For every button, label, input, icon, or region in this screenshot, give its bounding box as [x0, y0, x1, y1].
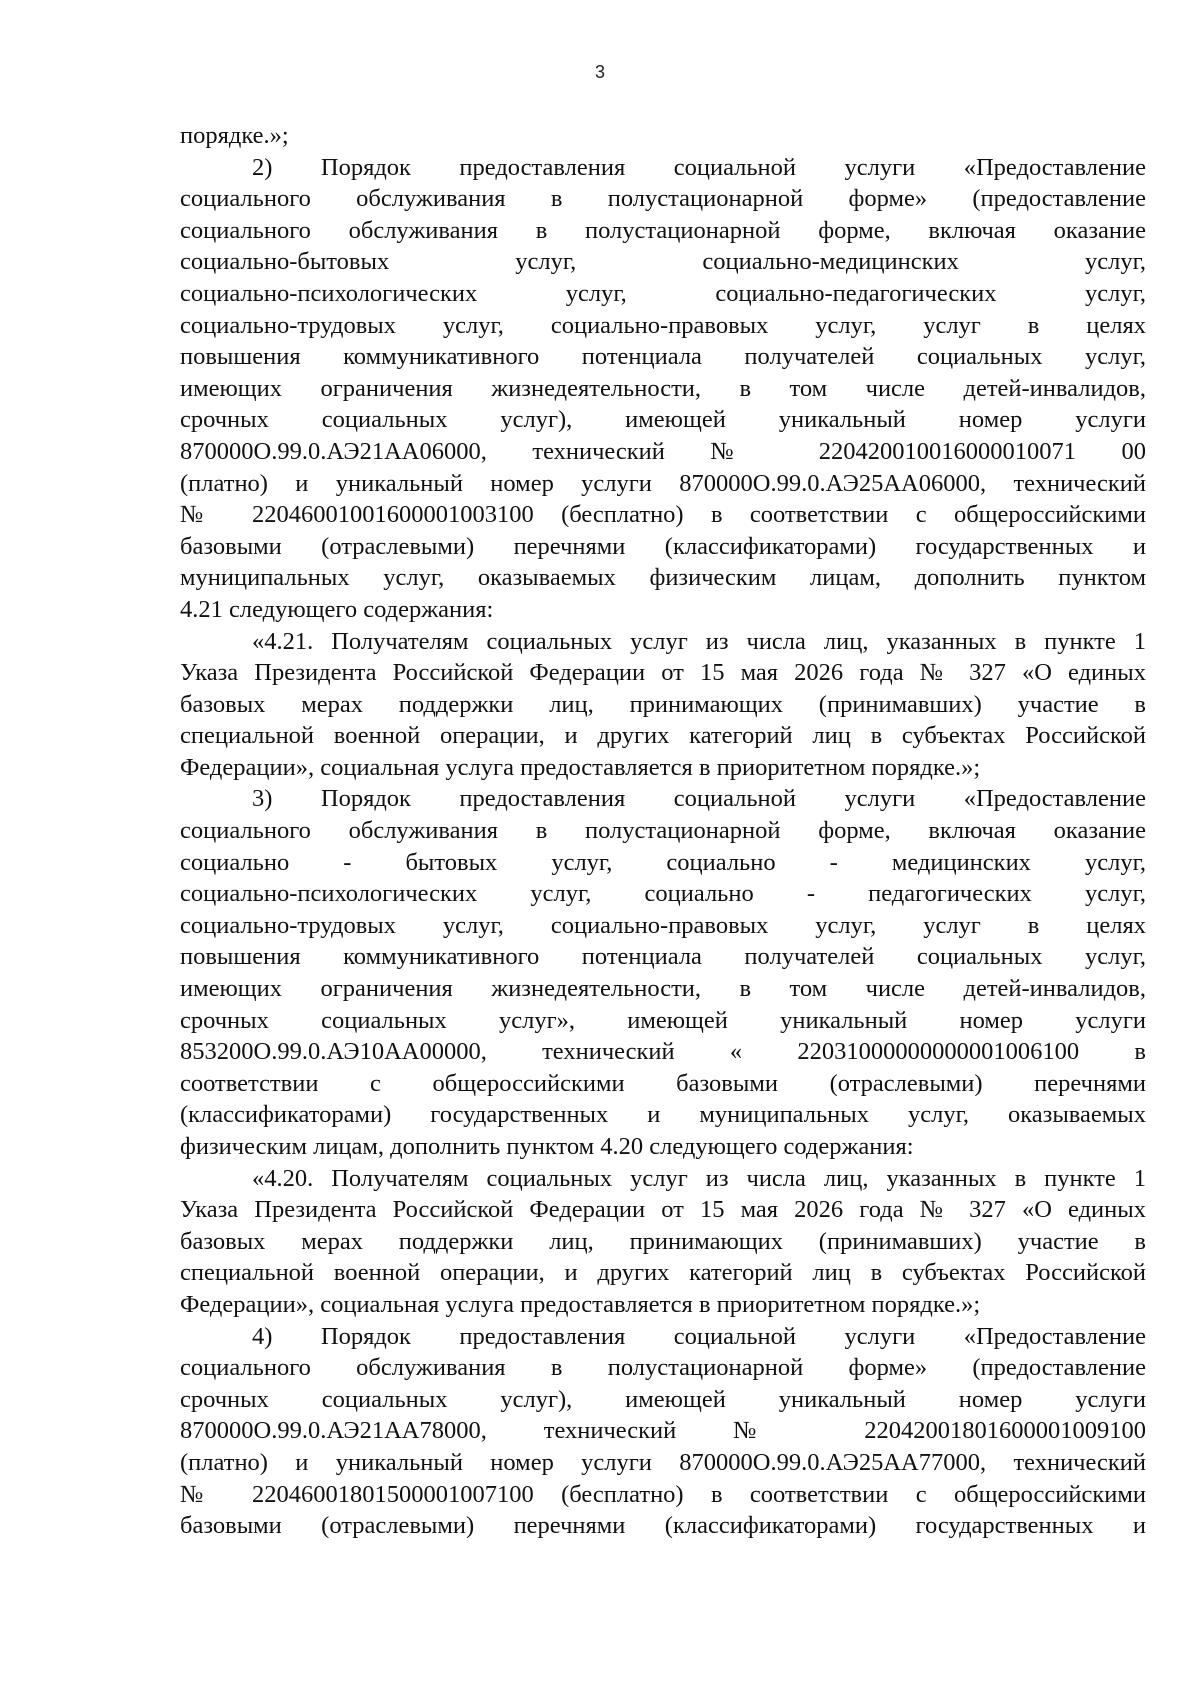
- text-line: социально-психологических услуг, социально - педагогических услуг,: [180, 880, 1146, 908]
- text-line: 870000О.99.0.АЭ21АА06000, технический № 220420010016000010071 00: [180, 437, 1146, 465]
- text-line: Федерации», социальная услуга предоставляется в приоритетном порядке.»;: [180, 1290, 981, 1318]
- text-line: порядке.»;: [180, 122, 289, 149]
- text-line: социально-трудовых услуг, социально-правовых услуг, услуг в целях: [180, 311, 1146, 339]
- text-line: социально - бытовых услуг, социально - медицинских услуг,: [180, 848, 1146, 876]
- document-body: [180, 120, 1146, 1542]
- text-line: 4.21 следующего содержания:: [180, 595, 494, 623]
- text-line: социального обслуживания в полустационарной форме, включая оказание: [180, 817, 1146, 845]
- text-line: базовых мерах поддержки лиц, принимающих (принимавших) участие в: [180, 1227, 1146, 1255]
- text-line: муниципальных услуг, оказываемых физическим лицам, дополнить пунктом: [180, 564, 1146, 592]
- text-line: специальной военной операции, и других категорий лиц в субъектах Российской: [180, 1259, 1146, 1287]
- text-line: соответствии с общероссийскими базовыми (отраслевыми) перечнями: [180, 1069, 1146, 1097]
- text-line: № 22046001001600001003100 (бесплатно) в соответствии с общероссийскими: [180, 501, 1146, 529]
- text-line: повышения коммуникативного потенциала получателей социальных услуг,: [180, 343, 1146, 371]
- text-line: 870000О.99.0.АЭ21АА78000, технический № 22042001801600001009100: [180, 1417, 1146, 1445]
- text-line: (платно) и уникальный номер услуги 870000О.99.0.АЭ25АА06000, технический: [180, 469, 1146, 497]
- text-line: социально-бытовых услуг, социально-медицинских услуг,: [180, 248, 1146, 276]
- text-line: имеющих ограничения жизнедеятельности, в том числе детей-инвалидов,: [180, 374, 1146, 402]
- text-line: Указа Президента Российской Федерации от 15 мая 2026 года № 327 «О единых: [180, 659, 1146, 687]
- text-line: повышения коммуникативного потенциала получателей социальных услуг,: [180, 943, 1146, 971]
- text-line: «4.21. Получателям социальных услуг из числа лиц, указанных в пункте 1: [252, 627, 1146, 655]
- text-line: социального обслуживания в полустационарной форме» (предоставление: [180, 1354, 1146, 1382]
- text-line: имеющих ограничения жизнедеятельности, в том числе детей-инвалидов,: [180, 975, 1146, 1003]
- text-line: социального обслуживания в полустационарной форме, включая оказание: [180, 216, 1146, 244]
- text-line: 4) Порядок предоставления социальной услуги «Предоставление: [252, 1322, 1146, 1350]
- text-line: 2) Порядок предоставления социальной услуги «Предоставление: [252, 153, 1146, 181]
- text-line: социально-трудовых услуг, социально-правовых услуг, услуг в целях: [180, 911, 1146, 939]
- text-line: Указа Президента Российской Федерации от 15 мая 2026 года № 327 «О единых: [180, 1196, 1146, 1224]
- text-line: базовыми (отраслевыми) перечнями (классификаторами) государственных и: [180, 532, 1146, 560]
- text-line: социально-психологических услуг, социально-педагогических услуг,: [180, 279, 1146, 307]
- text-line: базовыми (отраслевыми) перечнями (классификаторами) государственных и: [180, 1512, 1146, 1540]
- text-line: срочных социальных услуг), имеющей уникальный номер услуги: [180, 1385, 1146, 1413]
- text-line: Федерации», социальная услуга предоставляется в приоритетном порядке.»;: [180, 753, 981, 781]
- text-line: № 22046001801500001007100 (бесплатно) в соответствии с общероссийскими: [180, 1480, 1146, 1508]
- text-line: «4.20. Получателям социальных услуг из числа лиц, указанных в пункте 1: [252, 1164, 1146, 1192]
- text-line: специальной военной операции, и других категорий лиц в субъектах Российской: [180, 722, 1146, 750]
- text-line: базовых мерах поддержки лиц, принимающих (принимавших) участие в: [180, 690, 1146, 718]
- text-line: 3) Порядок предоставления социальной услуги «Предоставление: [252, 785, 1146, 813]
- text-line: социального обслуживания в полустационарной форме» (предоставление: [180, 185, 1146, 213]
- text-line: 853200О.99.0.АЭ10АА00000, технический « 22031000000000001006100 в: [180, 1038, 1146, 1066]
- text-line: физическим лицам, дополнить пунктом 4.20 следующего содержания:: [180, 1133, 914, 1160]
- text-line: (классификаторами) государственных и муниципальных услуг, оказываемых: [180, 1101, 1146, 1129]
- page-number: 3: [594, 62, 605, 82]
- text-line: срочных социальных услуг», имеющей уникальный номер услуги: [180, 1006, 1146, 1034]
- text-line: (платно) и уникальный номер услуги 870000О.99.0.АЭ25АА77000, технический: [180, 1448, 1146, 1476]
- text-line: срочных социальных услуг), имеющей уникальный номер услуги: [180, 406, 1146, 434]
